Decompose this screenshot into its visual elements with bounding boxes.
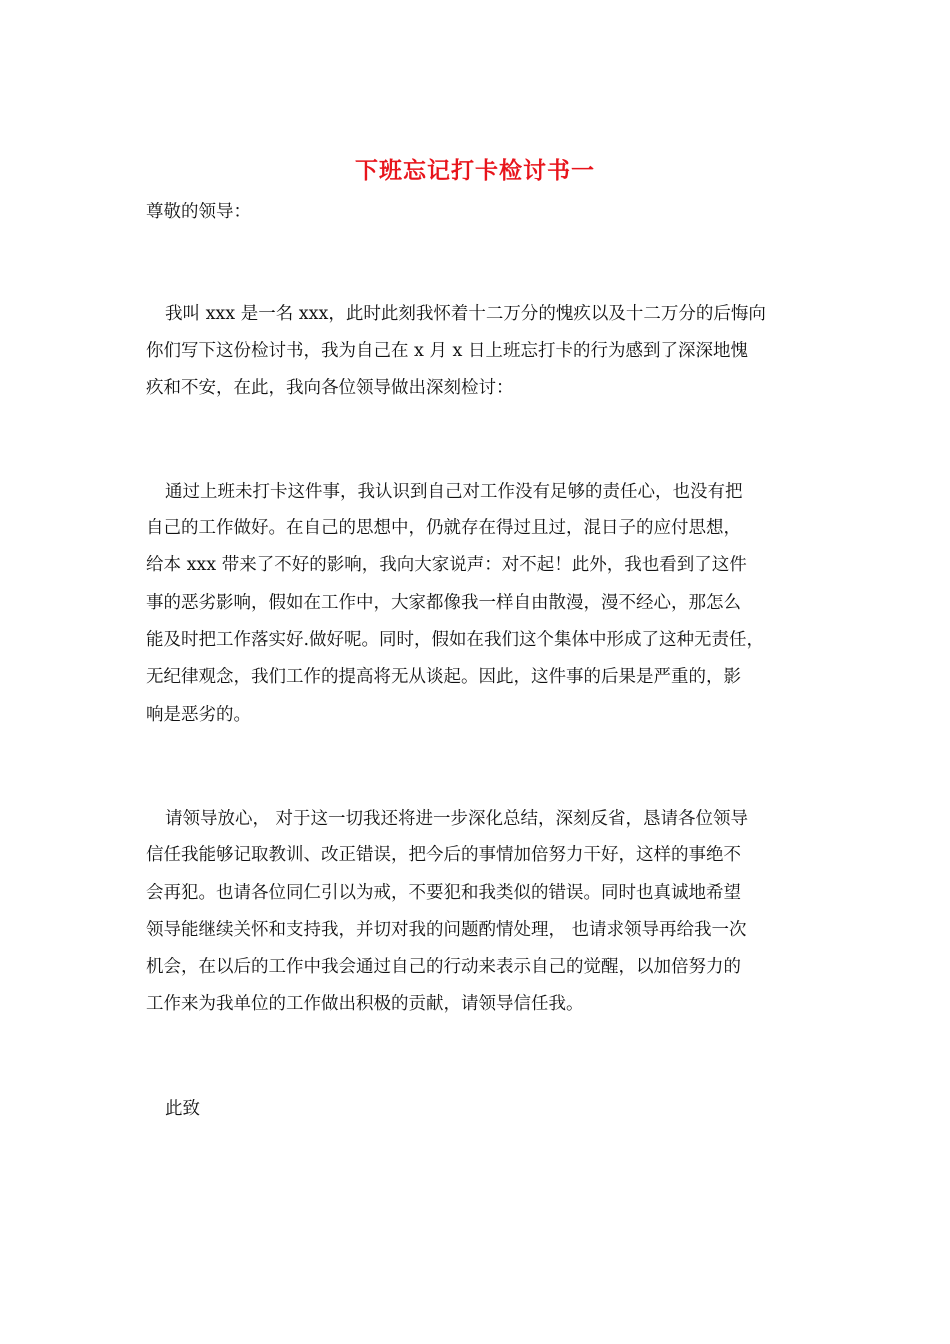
paragraph-2-line-1: 通过上班未打卡这件事，我认识到自己对工作没有足够的责任心，也没有把 bbox=[165, 482, 743, 502]
paragraph-2-line-4: 事的恶劣影响，假如在工作中，大家都像我一样自由散漫，漫不经心，那怎么 bbox=[146, 593, 741, 613]
document-title: 下班忘记打卡检讨书一 bbox=[355, 157, 595, 184]
paragraph-2-line-2: 自己的工作做好。在自己的思想中，仍就存在得过且过，混日子的应付思想， bbox=[146, 518, 741, 538]
paragraph-3-line-2: 信任我能够记取教训、改正错误，把今后的事情加倍努力干好，这样的事绝不 bbox=[146, 845, 741, 865]
paragraph-3-line-4: 领导能继续关怀和支持我，并切对我的问题酌情处理， 也请求领导再给我一次 bbox=[146, 920, 747, 940]
paragraph-3-line-5: 机会，在以后的工作中我会通过自己的行动来表示自己的觉醒，以加倍努力的 bbox=[146, 957, 741, 977]
paragraph-2-line-3: 给本 xxx 带来了不好的影响，我向大家说声：对不起！此外，我也看到了这件 bbox=[146, 555, 747, 575]
paragraph-1-line-2: 你们写下这份检讨书，我为自己在 x 月 x 日上班忘打卡的行为感到了深深地愧 bbox=[146, 341, 748, 361]
salutation: 尊敬的领导： bbox=[146, 202, 251, 222]
paragraph-3-line-6: 工作来为我单位的工作做出积极的贡献，请领导信任我。 bbox=[146, 994, 584, 1014]
paragraph-2-line-6: 无纪律观念，我们工作的提高将无从谈起。因此，这件事的后果是严重的，影 bbox=[146, 667, 741, 687]
paragraph-3-line-1: 请领导放心， 对于这一切我还将进一步深化总结，深刻反省，恳请各位领导 bbox=[165, 809, 749, 829]
paragraph-2-line-7: 响是恶劣的。 bbox=[146, 705, 251, 725]
paragraph-3-line-3: 会再犯。也请各位同仁引以为戒，不要犯和我类似的错误。同时也真诚地希望 bbox=[146, 883, 741, 903]
paragraph-2-line-5: 能及时把工作落实好.做好呢。同时，假如在我们这个集体中形成了这种无责任， bbox=[146, 630, 765, 650]
closing: 此致 bbox=[165, 1099, 200, 1119]
paragraph-1-line-3: 疚和不安，在此，我向各位领导做出深刻检讨： bbox=[146, 378, 514, 398]
paragraph-1-line-1: 我叫 xxx 是一名 xxx，此时此刻我怀着十二万分的愧疚以及十二万分的后悔向 bbox=[165, 304, 766, 324]
